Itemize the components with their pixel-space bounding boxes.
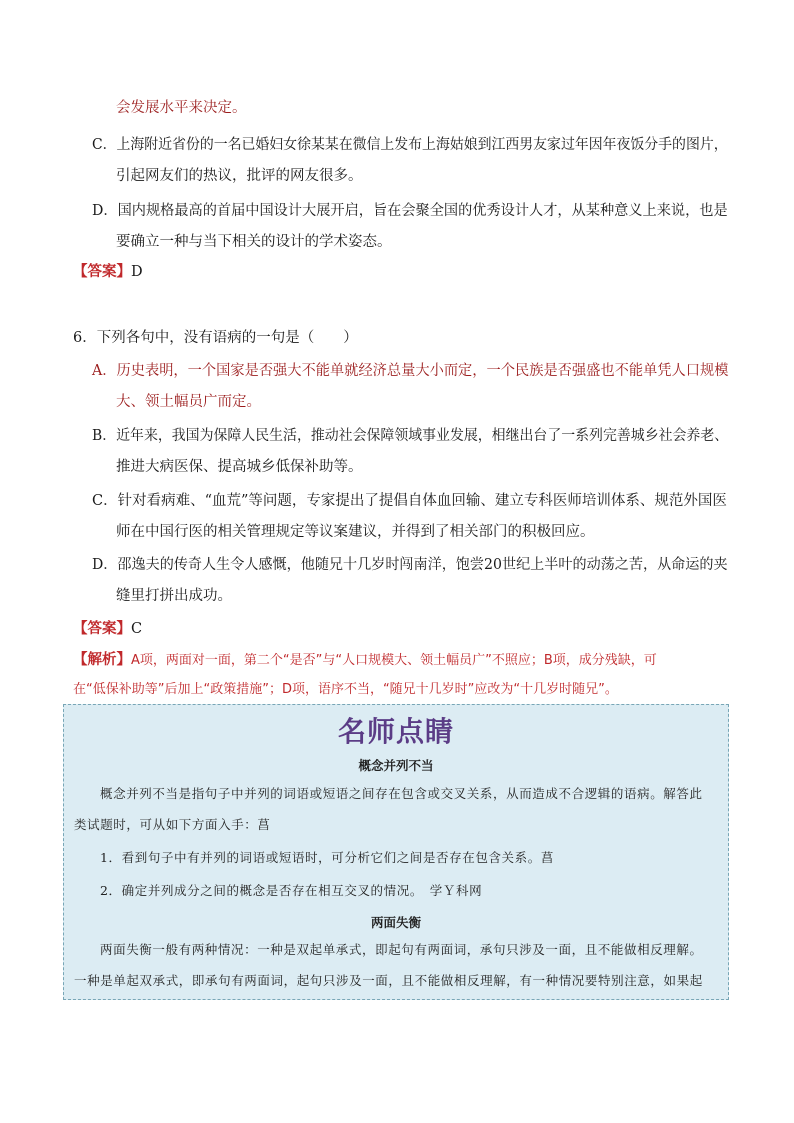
q5-option-c-line-1: C．上海附近省份的一名已婚妇女徐某某在微信上发布上海姑娘到江西男友家过年因年夜饭分手的图片， [92,137,728,153]
q6-answer [73,619,142,639]
answer-label: 【答案】 [73,263,131,280]
tip-paragraph-2-line-1: 两面失衡一般有两种情况：一种是双起单承式，即起句有两面词，承句只涉及一面，且不能做相反理解。 [100,942,703,957]
tip-paragraph-1-line-1: 概念并列不当是指句子中并列的词语或短语之间存在包含或交叉关系，从而造成不合逻辑的语病。解答此 [100,786,703,801]
q6-option-a-line-1: A．历史表明，一个国家是否强大不能单就经济总量大小而定，一个民族是否强盛也不能单凭人口规模 [92,363,729,379]
q5-option-d-line-2: 要确立一种与当下相关的设计的学术姿态。 [116,234,392,250]
q5-option-d-line-1: D．国内规格最高的首届中国设计大展开启，旨在会聚全国的优秀设计人才，从某种意义上来说，也是 [92,203,728,219]
q6-stem: 6．下列各句中，没有语病的一句是（ ） [73,330,358,346]
tip-heading-concept: 概念并列不当 [358,758,434,773]
answer-value: D [131,264,143,280]
q6-option-d-line-1: D．邵逸夫的传奇人生令人感慨，他随兄十几岁时闯南洋，饱尝20世纪上半叶的动荡之苦，从命运的夹 [92,557,728,573]
q5-option-c-line-2: 引起网友们的热议，批评的网友很多。 [116,168,363,184]
analysis-label: 【解析】 [73,651,131,668]
q5-option-b-tail: 会发展水平来决定。 [116,100,247,116]
tip-box-title: 名师点睛 [337,715,454,748]
q6-analysis-line-2: 在“低保补助等”后加上“政策措施”；D项，语序不当，“随兄十几岁时”应改为“十几岁时随兄”。 [73,682,618,697]
q6-option-c-line-2: 师在中国行医的相关管理规定等议案建议，并得到了相关部门的积极回应。 [116,524,595,540]
q5-answer [73,262,143,282]
tip-point-1: 1．看到句子中有并列的词语或短语时，可分析它们之间是否存在包含关系。菖 [100,850,554,865]
q6-option-b-line-1: B．近年来，我国为保障人民生活，推动社会保障领域事业发展，相继出台了一系列完善城乡社会养老、 [92,428,729,444]
tip-point-2: 2．确定并列成分之间的概念是否存在相互交叉的情况。 学Ｙ科网 [100,883,483,898]
q6-option-c-line-1: C．针对看病难、“血荒”等问题，专家提出了提倡自体血回输、建立专科医师培训体系、规范外国医 [92,493,727,509]
tip-paragraph-2-line-2: 一种是单起双承式，即承句有两面词，起句只涉及一面，且不能做相反理解，有一种情况要特别注意，如果起 [74,973,703,988]
q6-analysis-line-1 [73,650,657,671]
analysis-text-1: A项，两面对一面，第二个“是否”与“人口规模大、领土幅员广”不照应；B项，成分残缺，可 [131,653,657,668]
tip-heading-imbalance: 两面失衡 [370,915,421,930]
teacher-tip-box [63,704,729,1000]
q6-option-a-line-2: 大、领土幅员广而定。 [116,394,261,410]
q6-option-d-line-2: 缝里打拼出成功。 [116,588,232,604]
tip-paragraph-1-line-2: 类试题时，可从如下方面入手：菖 [74,817,271,832]
answer-value: C [131,621,143,637]
q6-option-b-line-2: 推进大病医保、提高城乡低保补助等。 [116,459,363,475]
answer-label: 【答案】 [73,620,131,637]
